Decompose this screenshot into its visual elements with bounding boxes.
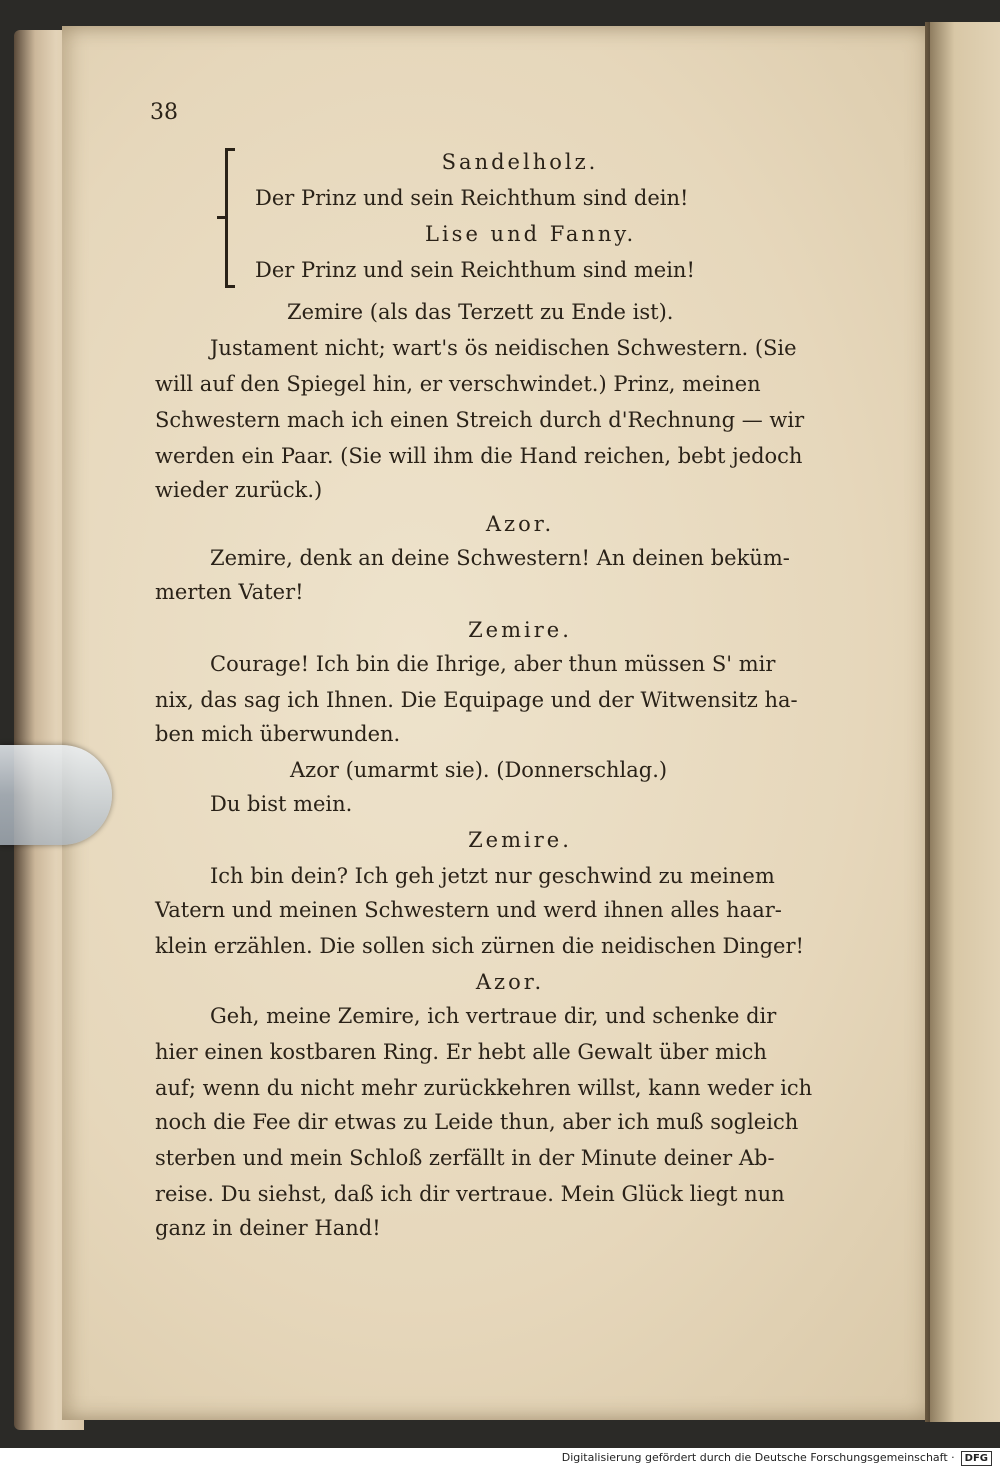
body-line: ganz in deiner Hand! [155, 1216, 381, 1240]
body-line: hier einen kostbaren Ring. Er hebt alle Gewalt über mich [155, 1040, 767, 1064]
body-line: will auf den Spiegel hin, er verschwindet.) Prinz, meinen [155, 372, 761, 396]
body-line: reise. Du siehst, daß ich dir vertraue. Mein Glück liegt nun [155, 1182, 785, 1206]
footer [0, 1448, 1000, 1468]
footer-credit: Digitalisierung gefördert durch die Deutsche Forschungsgemeinschaft · [561, 1451, 955, 1464]
body-line: sterben und mein Schloß zerfällt in der Minute deiner Ab- [155, 1146, 775, 1170]
body-line: wieder zurück.) [155, 478, 323, 502]
body-line: Justament nicht; wart's ös neidischen Schwestern. (Sie [210, 336, 797, 360]
dfg-logo-icon: DFG [961, 1451, 992, 1466]
speaker-lise-fanny: Lise und Fanny. [425, 222, 637, 246]
brace-icon [225, 148, 242, 288]
body-line: auf; wenn du nicht mehr zurückkehren willst, kann weder ich [155, 1076, 813, 1100]
body-line: Schwestern mach ich einen Streich durch d'Rechnung — wir [155, 408, 805, 432]
page-clip [0, 745, 112, 845]
body-line: merten Vater! [155, 580, 304, 604]
body-line: nix, das sag ich Ihnen. Die Equipage und der Witwensitz ha- [155, 688, 798, 712]
speaker-azor: Azor. [475, 970, 545, 994]
body-line: werden ein Paar. (Sie will ihm die Hand reichen, bebt jedoch [155, 444, 803, 468]
body-line: ben mich überwunden. [155, 722, 401, 746]
page-number: 38 [150, 100, 178, 125]
body-line: Zemire, denk an deine Schwestern! An deinen beküm- [210, 546, 790, 570]
body-line: noch die Fee dir etwas zu Leide thun, aber ich muß sogleich [155, 1110, 799, 1134]
stage-heading: Zemire (als das Terzett zu Ende ist). [287, 300, 674, 324]
body-line: Courage! Ich bin die Ihrige, aber thun müssen S' mir [210, 652, 776, 676]
speaker-zemire: Zemire. [468, 828, 572, 852]
stage-heading: Azor (umarmt sie). (Donnerschlag.) [290, 758, 668, 782]
body-line: Geh, meine Zemire, ich vertraue dir, und schenke dir [210, 1004, 777, 1028]
speaker-zemire: Zemire. [468, 618, 572, 642]
body-line: Du bist mein. [210, 792, 353, 816]
verse-line: Der Prinz und sein Reichthum sind mein! [255, 258, 695, 282]
verse-line: Der Prinz und sein Reichthum sind dein! [255, 186, 689, 210]
body-line: klein erzählen. Die sollen sich zürnen die neidischen Dinger! [155, 934, 804, 958]
brace-point [217, 216, 225, 219]
next-page-edge [930, 22, 1000, 1422]
body-line: Ich bin dein? Ich geh jetzt nur geschwind zu meinem [210, 864, 775, 888]
body-line: Vatern und meinen Schwestern und werd ihnen alles haar- [155, 898, 782, 922]
speaker-sandelholz: Sandelholz. [441, 150, 599, 174]
speaker-azor: Azor. [485, 512, 555, 536]
